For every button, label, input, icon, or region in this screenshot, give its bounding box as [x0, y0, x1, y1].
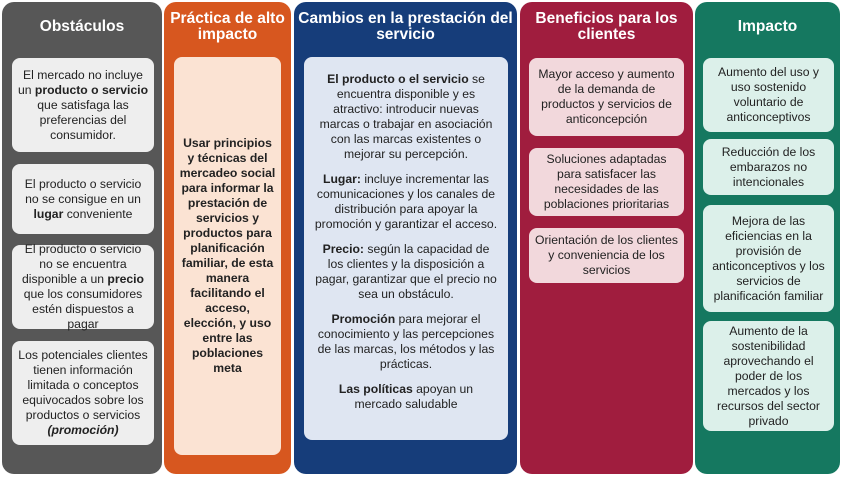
practice-text: Usar principios y técnicas del mercadeo social para informar la prestación de servicios y productos para planificación familiar, de esta manera facilitando el acceso, elección, y uso entre las poblaciones meta: [179, 136, 276, 375]
change-product-text: se encuentra disponible y es atractivo: introducir nuevas marcas o trabajar en asociación con las marcas existentes o mejorar su percepción.: [319, 72, 493, 161]
obstacle-price-bold: precio: [107, 272, 144, 286]
change-promotion-bold: Promoción: [331, 312, 396, 326]
obstacle-promotion-text: Los potenciales clientes tienen información limitada o conceptos equivocados sobre los productos o servicios: [18, 348, 148, 422]
benefit-access-text: Mayor acceso y aumento de la demanda de productos y servicios de anticoncepción: [538, 67, 675, 126]
column-service-changes: [294, 2, 517, 474]
impact-efficiency-text: Mejora de las eficiencias en la provisión de anticonceptivos y los servicios de planificación familiar: [712, 213, 825, 303]
change-promotion: [314, 312, 498, 372]
change-place: [314, 172, 498, 232]
impact-card-pregnancies: [703, 139, 834, 195]
column-title-impact: Impacto: [737, 18, 798, 35]
column-title-changes: Cambios en la prestación del servicio: [298, 10, 513, 43]
change-promotion-text: para mejorar el conocimiento y las percepciones de las marcas, los métodos y las prácticas.: [317, 312, 495, 371]
obstacle-card-promotion: [12, 341, 154, 445]
benefit-solutions-text: Soluciones adaptadas para satisfacer las necesidades de las poblaciones prioritarias: [543, 152, 670, 211]
change-policies: [314, 382, 498, 412]
column-impact: [695, 2, 840, 474]
obstacle-card-product: [12, 58, 154, 152]
column-high-impact-practice: [164, 2, 291, 474]
impact-pregnancies-text: Reducción de los embarazos no intencionales: [721, 144, 816, 189]
benefit-orientation-text: Orientación de los clientes y conveniencia de los servicios: [535, 233, 678, 277]
impact-card-sustainability: [703, 321, 834, 431]
change-policies-bold: Las políticas: [338, 382, 413, 396]
change-price: [314, 242, 498, 302]
column-title-benefits: Beneficios para los clientes: [535, 10, 678, 43]
obstacle-product-bold: producto o servicio: [34, 82, 149, 97]
change-product: [314, 72, 498, 162]
obstacle-promotion-italic: (promoción): [47, 423, 119, 437]
obstacle-price-text-end: que los consumidores estén dispuestos a pagar: [23, 287, 143, 331]
benefit-card-solutions: [529, 148, 684, 216]
column-client-benefits: [520, 2, 693, 474]
impact-use-text: Aumento del uso y uso sostenido voluntario de anticonceptivos: [718, 65, 819, 124]
impact-card-use: [703, 58, 834, 132]
column-title-practice: Práctica de alto impacto: [170, 10, 285, 43]
benefit-card-access: [529, 58, 684, 136]
benefit-card-orientation: [529, 228, 684, 283]
impact-card-efficiency: [703, 205, 834, 312]
obstacle-price-text: El producto o servicio no se encuentra disponible a un: [22, 242, 142, 286]
practice-card: [174, 57, 281, 455]
impact-sustainability-text: Aumento de la sostenibilidad aprovechando el poder de los mercados y los recursos del sector privado: [717, 323, 820, 428]
obstacle-product-text-end: que satisfaga las preferencias del consumidor.: [37, 97, 129, 142]
change-price-text: según la capacidad de los clientes y la disposición a pagar, garantizar que el precio no sea un obstáculo.: [315, 242, 497, 301]
change-price-bold: Precio:: [322, 242, 364, 256]
obstacle-card-price: [12, 242, 154, 331]
obstacle-place-bold: lugar: [33, 206, 64, 221]
obstacle-product-text: El mercado no incluye un: [17, 67, 143, 97]
obstacle-card-place: [12, 164, 154, 234]
change-policies-text: apoyan un mercado saludable: [354, 382, 474, 411]
change-place-text: incluye incrementar las comunicaciones y los canales de distribución para apoyar la promoción y garantizar el acceso.: [314, 172, 498, 231]
column-title-obstacles: Obstáculos: [39, 18, 125, 35]
changes-card: [304, 57, 508, 440]
obstacle-place-text: El producto o servicio no se consigue en un: [24, 176, 142, 206]
obstacle-place-text-end: conveniente: [63, 206, 133, 221]
change-place-bold: Lugar:: [323, 172, 361, 186]
column-obstacles: [2, 2, 162, 474]
change-product-bold: El producto o el servicio: [327, 72, 469, 86]
